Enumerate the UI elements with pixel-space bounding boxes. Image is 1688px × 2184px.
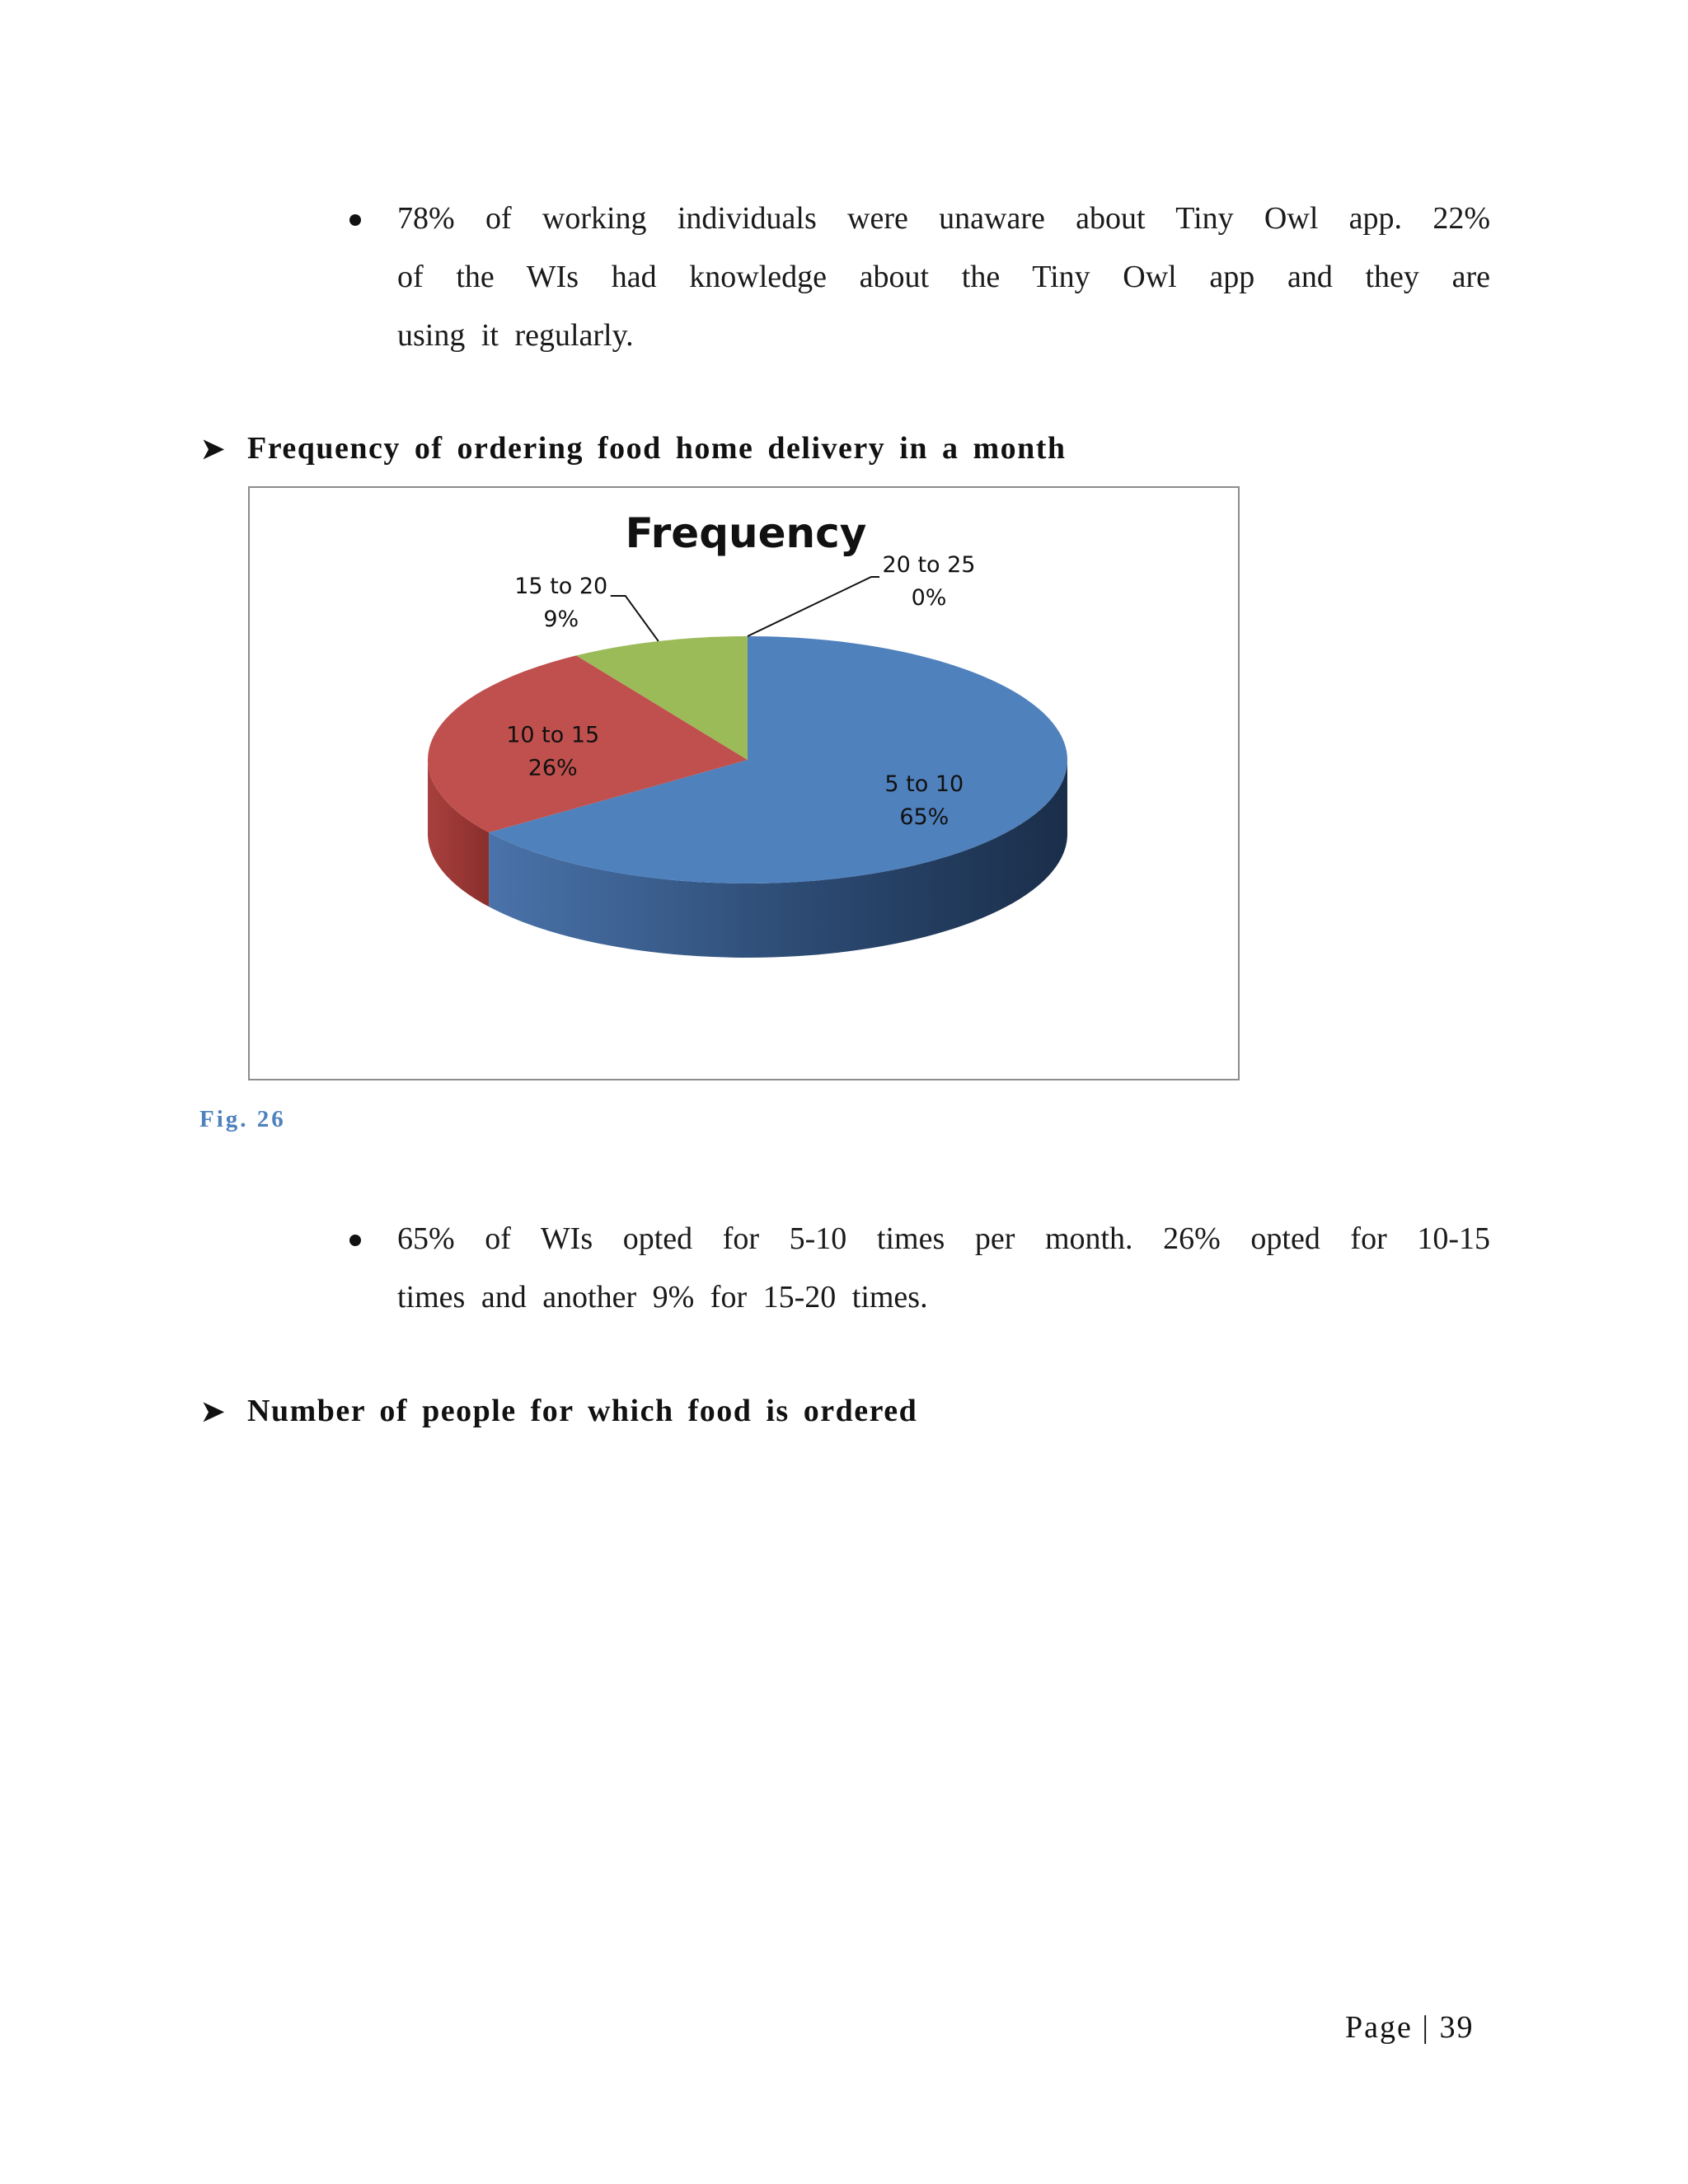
paragraph-line: 78% of working individuals were unaware about Tiny Owl app. 22% <box>397 201 1490 236</box>
paragraph-line: of the WIs had knowledge about the Tiny Owl app and they are <box>397 260 1490 294</box>
data-label-value-10-to-15: 26% <box>528 755 578 781</box>
chart-title: Frequency <box>625 509 867 557</box>
arrow-bullet-icon: ➤ <box>201 1397 226 1427</box>
pie-slices <box>428 636 1067 958</box>
data-label-category-5-to-10: 5 to 10 <box>884 771 964 798</box>
arrow-bullet-icon: ➤ <box>201 434 226 465</box>
section-heading-people <box>201 1393 917 1429</box>
paragraph-line: times and another 9% for 15-20 times. <box>397 1280 928 1315</box>
figure-caption: Fig. 26 <box>199 1106 286 1132</box>
data-label-value-15-to-20: 9% <box>543 606 579 632</box>
paragraph-frequency-summary <box>397 1210 1490 1327</box>
pie-chart <box>250 488 1238 1079</box>
data-label-value-20-to-25: 0% <box>911 585 947 611</box>
data-label-value-5-to-10: 65% <box>899 804 950 831</box>
chart-frame <box>248 486 1240 1080</box>
leader-line-15-to-20 <box>611 596 659 641</box>
paragraph-tiny-owl-awareness <box>397 190 1490 365</box>
paragraph-line: using it regularly. <box>397 318 634 353</box>
data-label-category-20-to-25: 20 to 25 <box>882 552 976 578</box>
data-label-category-10-to-15: 10 to 15 <box>506 722 600 748</box>
section-heading-frequency <box>201 430 1067 466</box>
heading-text: Number of people for which food is ordered <box>247 1394 918 1428</box>
page-number: Page | 39 <box>1345 2010 1475 2045</box>
heading-text: Frequency of ordering food home delivery in a month <box>247 431 1067 466</box>
bullet-icon <box>349 1235 361 1246</box>
leader-line-20-to-25 <box>748 577 879 636</box>
bullet-icon <box>349 214 361 226</box>
paragraph-line: 65% of WIs opted for 5-10 times per month. 26% opted for 10-15 <box>397 1221 1490 1256</box>
data-label-category-15-to-20: 15 to 20 <box>514 573 608 599</box>
